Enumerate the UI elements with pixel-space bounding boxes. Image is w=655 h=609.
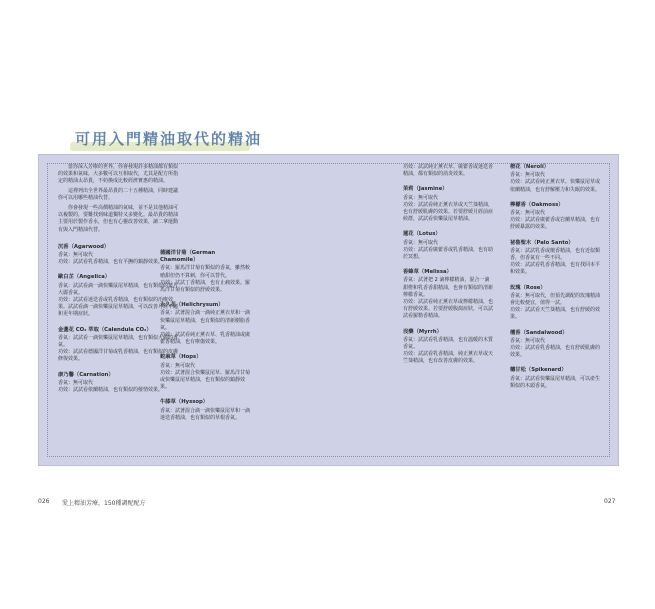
effect-line: 功效：試著混合快樂鼠尾草、羅馬洋甘菊或快樂鼠尾草精油，也有類似的鎮靜效果。 xyxy=(160,369,251,391)
aroma-line: 香氣：無可取代 xyxy=(58,252,94,259)
effect-line: 功效：試試看廣藿香或乳香精油，也有助於冥想。 xyxy=(403,246,494,261)
effect-line: 功效：試試看純正薰衣草、快樂鼠尾草或依蘭精油，也有舒解壓力和失眠的效果。 xyxy=(510,179,601,193)
effect-line: 功效：試試看純正薰衣草、乳香精油或廣藿香精油，也有療傷效果。 xyxy=(160,332,251,346)
aroma-line: 香氣：無可取代，但預先調配的玫瑰精油會比較便宜，值得一試。 xyxy=(510,292,601,307)
oil-entry xyxy=(510,164,602,194)
effect-line: 功效：試試看純正薰衣草或檸檬精油，也有舒緩效果。若要舒緩腹瀉症狀，可以試試看羅勒香精油。 xyxy=(403,299,494,320)
column-3 xyxy=(403,164,493,374)
intro-paragraph: 當你深入芳療的世界，你會發現許多精油都有類似的效果和氣味，大多數可以互相取代，尤其是配方所指定的精油太昂貴，不妨換成比較經濟實惠的精油。 xyxy=(58,164,179,185)
oil-name: 橙花（Neroli） xyxy=(510,164,550,170)
aroma-line: 香氣：無可取代 xyxy=(58,379,94,386)
oil-name: 康乃馨（Carnation） xyxy=(58,371,114,378)
oil-entry xyxy=(510,202,602,232)
oil-name: 蛇麻草（Hops） xyxy=(160,354,202,361)
column-2 xyxy=(160,250,250,430)
aroma-line: 香氣：試著混合滴一滴純正薰衣草和一滴快樂鼠尾草精油，也有類似的清新樹脂香氣。 xyxy=(160,310,251,331)
right-page-number: 027 xyxy=(604,498,616,505)
aroma-line: 香氣：無可取代 xyxy=(510,210,546,217)
oil-entry xyxy=(510,240,602,277)
effect-line: 功效：試試看迷迭香或乳香精油，也有類似的治療效果。試試看滴一滴快樂鼠尾草精油，可以改善月經不適和更年期症狀。 xyxy=(58,297,179,318)
aroma-line: 香氣：無可取代 xyxy=(160,362,196,369)
oil-name: 香蜂草（Melissa） xyxy=(403,269,452,276)
effect-line: 功效：試試看廣藿香或岩蘭草精油，也有舒緩暴露的效果。 xyxy=(510,217,601,231)
oil-entry xyxy=(403,269,493,320)
aroma-line: 香氣：試試看一滴快樂鼠尾草精油，也有類似大麗的香氣。 xyxy=(58,334,179,349)
effect-line: 功效：試試看德國洋甘菊或乳香精油，也有類似的皮膚修復效果。 xyxy=(58,349,179,363)
aroma-line: 香氣：無可取代 xyxy=(403,194,439,201)
oil-name: 歐白芷（Angelica） xyxy=(58,274,111,281)
aroma-line: 香氣：無可取代 xyxy=(510,337,546,344)
oil-entry xyxy=(160,302,250,346)
aroma-line: 功效：試試純正薰衣草、廣藿香或迷迭香精油，都有類似的消炎效果。 xyxy=(403,164,494,178)
aroma-line: 香氣：無可取代 xyxy=(510,172,546,179)
effect-line: 功效：試試看乳香香精油，也有找回本平和效果。 xyxy=(510,262,601,276)
oil-entry xyxy=(160,354,250,391)
aroma-line: 香氣：試試看乳香精油，也有溫暖的木質香氣。 xyxy=(403,336,494,351)
page-title: 可用入門精油取代的精油 xyxy=(75,130,263,148)
effect-line: 功效：試試看天竺葵精油，也有舒緩的效果。 xyxy=(510,307,601,321)
oil-entry xyxy=(510,367,602,390)
aroma-line: 香氣：試試看滴一滴快樂鼠尾草精油，也有類似的葉片大麗香氣。 xyxy=(58,282,179,296)
oil-name: 德國洋甘菊（German Chamomile） xyxy=(160,250,216,264)
aroma-line: 香氣：試著把 2 滴檸檬精油，混合一滴甜橙和乳香香甜精油，也會有類似的清新檸檬香氣。 xyxy=(403,277,494,298)
oil-name: 祕魯聖木（Palo Santo） xyxy=(510,239,574,246)
oil-entry xyxy=(403,164,493,178)
oil-name: 茉莉（Jasmine） xyxy=(403,186,448,193)
effect-line: 功效：試試看依蘭精油，也有類似的催情效果。 xyxy=(58,387,164,394)
oil-name: 玫瑰（Rose） xyxy=(510,284,546,291)
oil-entry xyxy=(403,231,493,261)
oil-name: 沉香（Agarwood） xyxy=(58,243,110,250)
aroma-line: 香氣：試試乳香或檀香精油，也有近似類香，但香氣有一些不同。 xyxy=(510,247,601,262)
effect-line: 功效：試試看純正薰衣草或天竺葵精油，也有舒緩肌膚的效果。若要舒緩月經前症候群，試試看快樂鼠尾草精油。 xyxy=(403,201,494,223)
aroma-line: 香氣：無可取代 xyxy=(403,239,439,246)
effect-line: 功效：試試看乳香精油，純正薰衣草或天竺葵精油，也有改善皮膚的效果。 xyxy=(403,351,494,365)
oil-entry xyxy=(510,330,602,360)
title-block xyxy=(73,128,263,152)
left-running-head: 愛上精油芳療，150種調配配方 xyxy=(62,500,146,507)
aroma-line: 香氣：羅馬洋甘菊有類似的香氣，雖然較嗆甜但仍不算刺，你可以替代。 xyxy=(160,265,251,279)
oil-name: 穗甘松（Spikenard） xyxy=(510,367,567,374)
oil-name: 蓮花（Lotus） xyxy=(403,231,441,238)
effect-line: 功效：試試丁香精油，也有止痛效果。羅馬洋甘菊有類似的舒緩效果。 xyxy=(160,279,251,294)
aroma-line: 香氣：試試看快樂鼠尾草精油，可以產生類似的木頭香氣。 xyxy=(510,375,601,389)
oil-name: 金盞花 CO₂ 萃取（Calendula CO₂） xyxy=(58,326,152,333)
oil-name: 檀香（Sandalwood） xyxy=(510,329,568,336)
intro-paragraph: 你會發現一些高價精油的氣味，並不是其他精油可以複製的，要難找到味道獨特又多變化。最昂貴的精油主要用於製作香水，但也有心靈改善效果，讀二拿運動有與入門精油代替。 xyxy=(58,205,179,233)
oil-entry xyxy=(160,399,250,422)
oil-name: 永久花（Helichrysum） xyxy=(160,302,224,309)
left-page-number: 026 xyxy=(38,498,50,505)
oil-entry xyxy=(403,186,493,223)
column-4 xyxy=(510,164,602,398)
effect-line: 功效：試試看乳香精油，也有平撫的鎮靜效果。 xyxy=(58,259,164,266)
oil-name: 沒藥（Myrrh） xyxy=(403,328,442,335)
effect-line: 功效：試試看乳香精油，也有舒緩肌膚的效果。 xyxy=(510,345,601,359)
oil-entry xyxy=(160,250,250,294)
intro-paragraph: 這裡列出全世界最昂貴的二十五種精油，同時建議你可以用哪些精油代替。 xyxy=(58,188,179,202)
aroma-line: 香氣：試著混合滴一滴快樂鼠尾草和一滴迷迭香精油，也有類似的草根香氣。 xyxy=(160,407,251,421)
oil-entry xyxy=(510,285,602,322)
oil-entry xyxy=(403,329,493,366)
oil-name: 牛膝草（Hyssop） xyxy=(160,399,209,406)
oil-name: 檸檬香（Oakmoss） xyxy=(510,201,564,208)
